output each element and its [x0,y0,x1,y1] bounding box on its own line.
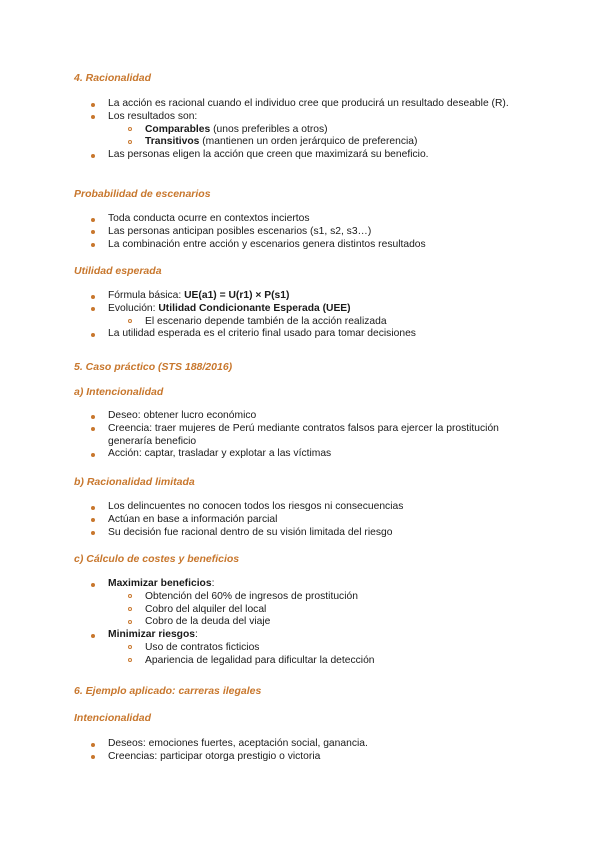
list-item: La utilidad esperada es el criterio final usado para tomar decisiones [108,328,528,341]
list-item: Acción: captar, trasladar y explotar a las víctimas [108,448,528,461]
list-item: Su decisión fue racional dentro de su visión limitada del riesgo [108,527,528,540]
list-item: Fórmula básica: UE(a1) = U(r1) × P(s1) [108,290,528,303]
intencionalidad-heading: Intencionalidad [74,712,152,724]
carreras-intencionalidad-list [108,738,528,764]
intencionalidad-a-heading: a) Intencionalidad [74,386,164,398]
section-4-heading: 4. Racionalidad [74,72,152,84]
sub-list-item: Comparables (unos preferibles a otros) [108,124,528,137]
sub-list-item: Uso de contratos ficticios [108,642,528,655]
section-5-heading: 5. Caso práctico (STS 188/2016) [74,361,233,373]
list-item: Toda conducta ocurre en contextos inciertos [108,213,528,226]
list-item: Los delincuentes no conocen todos los riesgos ni consecuencias [108,501,528,514]
list-item: Minimizar riesgos: [108,629,528,642]
costes-beneficios-heading: c) Cálculo de costes y beneficios [74,553,240,565]
costes-beneficios-list [108,578,528,668]
list-item: Evolución: Utilidad Condicionante Esperada (UEE) [108,303,528,316]
list-item: Deseo: obtener lucro económico [108,410,528,423]
probabilidad-heading: Probabilidad de escenarios [74,188,211,200]
list-item: Creencia: traer mujeres de Perú mediante contratos falsos para ejercer la prostitución generaría beneficio [108,423,528,449]
intencionalidad-list [108,410,528,461]
sub-list-item: Transitivos (mantienen un orden jerárquico de preferencia) [108,136,528,149]
sub-list-item: Cobro del alquiler del local [108,604,528,617]
list-item: Creencias: participar otorga prestigio o victoria [108,751,528,764]
racionalidad-list [108,98,528,162]
sub-list-item: Apariencia de legalidad para dificultar la detección [108,655,528,668]
list-item: Los resultados son: [108,111,528,124]
racionalidad-limitada-list [108,501,528,539]
list-item: Las personas eligen la acción que creen que maximizará su beneficio. [108,149,528,162]
list-item: La combinación entre acción y escenarios genera distintos resultados [108,239,528,252]
list-item: Deseos: emociones fuertes, aceptación social, ganancia. [108,738,528,751]
list-item: La acción es racional cuando el individuo cree que producirá un resultado deseable (R). [108,98,528,111]
list-item: Las personas anticipan posibles escenarios (s1, s2, s3…) [108,226,528,239]
probabilidad-list [108,213,528,251]
list-item: Actúan en base a información parcial [108,514,528,527]
section-6-heading: 6. Ejemplo aplicado: carreras ilegales [74,685,262,697]
sub-list-item: El escenario depende también de la acción realizada [108,316,528,329]
utilidad-list [108,290,528,341]
racionalidad-limitada-heading: b) Racionalidad limitada [74,476,195,488]
utilidad-heading: Utilidad esperada [74,265,162,277]
sub-list-item: Obtención del 60% de ingresos de prostitución [108,591,528,604]
list-item: Maximizar beneficios: [108,578,528,591]
sub-list-item: Cobro de la deuda del viaje [108,616,528,629]
